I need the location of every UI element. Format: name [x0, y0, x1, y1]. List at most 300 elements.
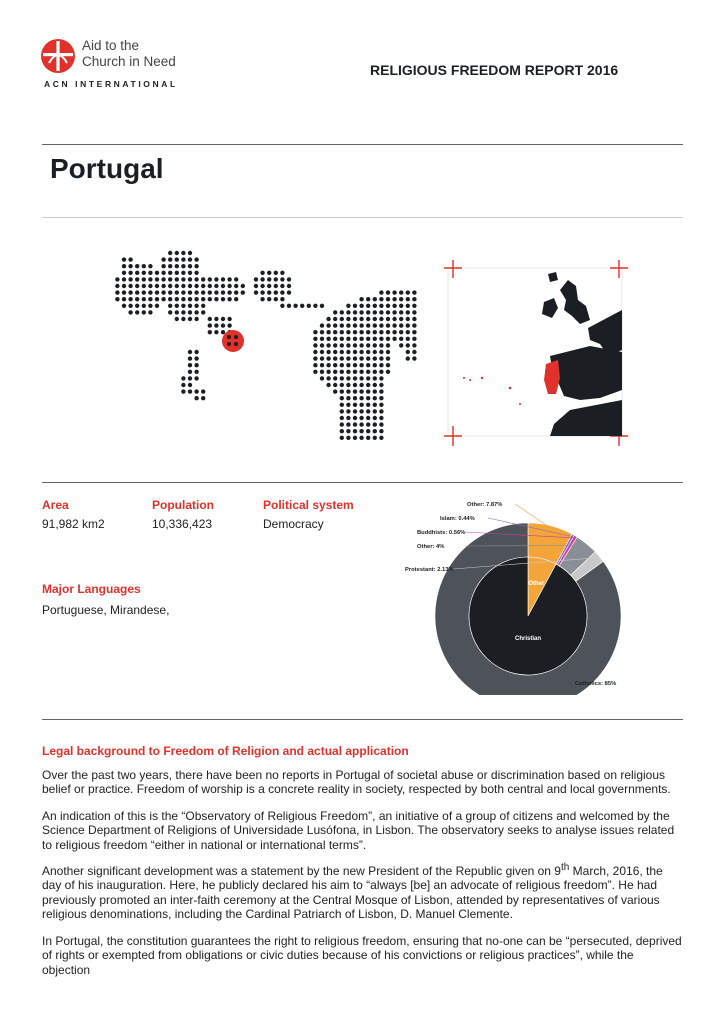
- map-dot: [168, 297, 172, 301]
- data-label: Catholics: 85%: [575, 681, 617, 687]
- map-dot: [188, 356, 192, 360]
- paragraph: In Portugal, the constitution guarantees the right to religious freedom, ensuring that no-one can be “persecuted, deprived of rights or exempted from obligations or civic duties because of his convictions or religious practices”, while the objection: [42, 934, 682, 977]
- map-dot: [142, 271, 146, 275]
- map-dot: [241, 290, 245, 294]
- map-dot: [135, 277, 139, 281]
- map-dot: [406, 343, 410, 347]
- map-dot: [333, 310, 337, 314]
- paragraph: Over the past two years, there have been no reports in Portugal of societal abuse or discrimination based on religious belief or practice. Freedom of worship is a concrete reality in society, respected by both central and local governments.: [42, 768, 671, 797]
- map-dot: [373, 370, 377, 374]
- map-dot: [155, 284, 159, 288]
- map-dot: [353, 370, 357, 374]
- map-dot: [148, 297, 152, 301]
- map-dot: [148, 264, 152, 268]
- portugal-location-marker: [222, 330, 244, 352]
- map-dot: [353, 323, 357, 327]
- slice-label: Christian: [514, 636, 542, 642]
- map-dot: [234, 297, 238, 301]
- map-dot: [148, 284, 152, 288]
- map-dot: [412, 343, 416, 347]
- map-dot: [326, 363, 330, 367]
- map-dot: [208, 284, 212, 288]
- map-dot: [379, 436, 383, 440]
- map-dot: [346, 389, 350, 393]
- map-dot: [241, 284, 245, 288]
- map-dot: [175, 271, 179, 275]
- map-dot: [340, 396, 344, 400]
- map-dot: [221, 323, 225, 327]
- map-dot: [201, 389, 205, 393]
- logo-line-2: Church in Need: [82, 54, 176, 69]
- map-dot: [128, 310, 132, 314]
- map-dot: [320, 363, 324, 367]
- map-dot: [333, 363, 337, 367]
- map-dot: [175, 251, 179, 255]
- map-dot: [406, 337, 410, 341]
- map-dot: [373, 403, 377, 407]
- logo-subtitle: ACN INTERNATIONAL: [44, 79, 178, 89]
- map-dot: [313, 330, 317, 334]
- map-dot: [208, 317, 212, 321]
- map-dot: [214, 290, 218, 294]
- map-dot: [359, 317, 363, 321]
- map-dot: [406, 317, 410, 321]
- map-dot: [320, 304, 324, 308]
- map-dot: [194, 290, 198, 294]
- map-dot: [340, 422, 344, 426]
- map-dot: [142, 297, 146, 301]
- map-dot: [188, 271, 192, 275]
- map-dot: [379, 403, 383, 407]
- map-dot: [366, 409, 370, 413]
- map-dot: [333, 343, 337, 347]
- map-dot: [227, 342, 231, 346]
- superscript: th: [560, 862, 570, 873]
- map-dot: [181, 310, 185, 314]
- map-dot: [293, 304, 297, 308]
- map-dot: [340, 416, 344, 420]
- map-dot: [340, 356, 344, 360]
- map-dot: [366, 370, 370, 374]
- map-dot: [181, 271, 185, 275]
- map-dot: [392, 310, 396, 314]
- map-dot: [181, 317, 185, 321]
- map-dot: [168, 271, 172, 275]
- map-dot: [142, 277, 146, 281]
- map-dot: [340, 370, 344, 374]
- map-dot: [412, 323, 416, 327]
- map-dot: [194, 389, 198, 393]
- map-dot: [366, 403, 370, 407]
- map-dot: [194, 264, 198, 268]
- map-dot: [274, 290, 278, 294]
- map-dot: [340, 330, 344, 334]
- map-dot: [201, 277, 205, 281]
- map-dot: [214, 317, 218, 321]
- map-dot: [373, 396, 377, 400]
- map-dot: [168, 264, 172, 268]
- map-dot: [353, 363, 357, 367]
- map-dot: [353, 376, 357, 380]
- map-dot: [359, 376, 363, 380]
- map-dot: [346, 337, 350, 341]
- map-dot: [392, 323, 396, 327]
- area-value: 91,982 km2: [42, 517, 105, 531]
- map-dot: [373, 350, 377, 354]
- map-dot: [214, 284, 218, 288]
- map-dot: [168, 277, 172, 281]
- map-dot: [201, 297, 205, 301]
- map-dot: [181, 284, 185, 288]
- map-dot: [214, 330, 218, 334]
- map-dot: [320, 376, 324, 380]
- map-dot: [194, 257, 198, 261]
- map-dot: [128, 297, 132, 301]
- divider: [42, 719, 683, 720]
- portugal-region-map: [440, 260, 632, 446]
- map-dot: [142, 290, 146, 294]
- map-dot: [379, 297, 383, 301]
- map-dot: [333, 330, 337, 334]
- map-dot: [373, 297, 377, 301]
- map-dot: [181, 277, 185, 281]
- map-dot: [161, 264, 165, 268]
- map-dot: [181, 264, 185, 268]
- map-dot: [379, 422, 383, 426]
- map-dot: [399, 317, 403, 321]
- map-dot: [194, 310, 198, 314]
- map-dot: [280, 277, 284, 281]
- map-dot: [188, 251, 192, 255]
- map-dot: [122, 277, 126, 281]
- map-dot: [168, 290, 172, 294]
- map-dot: [379, 317, 383, 321]
- divider: [42, 144, 683, 145]
- map-dot: [379, 389, 383, 393]
- map-dot: [326, 376, 330, 380]
- map-dot: [379, 409, 383, 413]
- map-dot: [188, 350, 192, 354]
- map-dot: [353, 389, 357, 393]
- map-dot: [366, 416, 370, 420]
- map-dot: [386, 356, 390, 360]
- map-dot: [359, 409, 363, 413]
- map-dot: [188, 297, 192, 301]
- map-dot: [333, 356, 337, 360]
- map-dot: [135, 304, 139, 308]
- map-dot: [379, 323, 383, 327]
- map-dot: [161, 271, 165, 275]
- map-dot: [194, 363, 198, 367]
- map-dot: [333, 337, 337, 341]
- map-dot: [168, 257, 172, 261]
- map-dot: [346, 370, 350, 374]
- map-dot: [234, 342, 238, 346]
- data-label: Buddhists: 0.56%: [417, 530, 466, 536]
- map-dot: [260, 297, 264, 301]
- data-label: Other: 4%: [417, 544, 445, 550]
- map-dot: [254, 277, 258, 281]
- map-dot: [274, 271, 278, 275]
- data-label: Other: 7.87%: [467, 502, 503, 508]
- map-dot: [379, 350, 383, 354]
- map-dot: [333, 370, 337, 374]
- map-dot: [353, 317, 357, 321]
- map-dot: [181, 383, 185, 387]
- map-dot: [406, 350, 410, 354]
- map-dot: [359, 350, 363, 354]
- map-dot: [267, 290, 271, 294]
- logo-line-1: Aid to the: [82, 38, 140, 53]
- map-dot: [386, 323, 390, 327]
- map-dot: [227, 277, 231, 281]
- map-dot: [412, 356, 416, 360]
- map-dot: [359, 304, 363, 308]
- map-dot: [326, 370, 330, 374]
- population-value: 10,336,423: [152, 517, 213, 531]
- map-dot: [412, 317, 416, 321]
- map-dot: [412, 330, 416, 334]
- map-dot: [353, 409, 357, 413]
- map-dot: [320, 343, 324, 347]
- map-dot: [366, 389, 370, 393]
- map-dot: [366, 363, 370, 367]
- map-dot: [373, 304, 377, 308]
- map-dot: [194, 370, 198, 374]
- map-dot: [221, 284, 225, 288]
- map-dot: [373, 409, 377, 413]
- map-dot: [227, 284, 231, 288]
- map-dot: [373, 422, 377, 426]
- map-dot: [379, 330, 383, 334]
- map-dot: [359, 330, 363, 334]
- map-dot: [412, 304, 416, 308]
- map-dot: [379, 363, 383, 367]
- map-dot: [194, 297, 198, 301]
- map-dot: [399, 310, 403, 314]
- paragraph-text: March, 2016, the day of his inauguration. Here, he publicly declared his aim to “always [be] an advocate of religious freedom”. He had previously promoted an inter-faith ceremony at the Central Mosque of Lisbon, attended by representatives of various religious denominations, including the Cardinal Patriarch of Lisbon, D. Manuel Clemente.: [42, 864, 663, 922]
- map-dot: [386, 310, 390, 314]
- map-dot: [373, 310, 377, 314]
- map-dot: [115, 290, 119, 294]
- map-dot: [346, 330, 350, 334]
- page-title: Portugal: [50, 153, 164, 184]
- religion-donut-chart: [395, 495, 625, 695]
- paragraph: [42, 864, 684, 922]
- map-dot: [214, 277, 218, 281]
- map-dot: [386, 317, 390, 321]
- map-dot: [340, 363, 344, 367]
- slice-label: Other: [528, 581, 545, 588]
- map-dot: [234, 277, 238, 281]
- map-dot: [122, 297, 126, 301]
- map-dot: [320, 356, 324, 360]
- map-dot: [392, 317, 396, 321]
- map-dot: [406, 310, 410, 314]
- map-dot: [353, 337, 357, 341]
- world-dot-map: [88, 250, 418, 445]
- map-dot: [260, 290, 264, 294]
- map-dot: [194, 350, 198, 354]
- map-dot: [122, 304, 126, 308]
- map-dot: [346, 429, 350, 433]
- map-dot: [128, 271, 132, 275]
- map-dot: [346, 343, 350, 347]
- map-dot: [326, 350, 330, 354]
- map-dot: [366, 422, 370, 426]
- paragraph-text: Another significant development was a statement by the new President of the Republic given on 9: [42, 864, 561, 878]
- map-dot: [386, 370, 390, 374]
- map-dot: [340, 337, 344, 341]
- map-dot: [161, 257, 165, 261]
- map-dot: [379, 356, 383, 360]
- map-dot: [379, 416, 383, 420]
- languages-label: Major Languages: [42, 582, 141, 596]
- map-dot: [379, 376, 383, 380]
- map-dot: [412, 310, 416, 314]
- map-dot: [353, 350, 357, 354]
- map-dot: [392, 304, 396, 308]
- map-dot: [188, 264, 192, 268]
- map-dot: [168, 284, 172, 288]
- map-dot: [366, 310, 370, 314]
- map-dot: [340, 436, 344, 440]
- pie-slice: [469, 557, 587, 675]
- map-dot: [135, 297, 139, 301]
- map-dot: [373, 337, 377, 341]
- map-dot: [155, 304, 159, 308]
- map-dot: [320, 350, 324, 354]
- map-dot: [175, 277, 179, 281]
- map-dot: [208, 290, 212, 294]
- map-dot: [340, 317, 344, 321]
- map-dot: [287, 284, 291, 288]
- map-dot: [346, 436, 350, 440]
- map-dot: [359, 396, 363, 400]
- map-dot: [274, 284, 278, 288]
- map-dot: [359, 323, 363, 327]
- map-dot: [392, 297, 396, 301]
- map-dot: [346, 376, 350, 380]
- map-dot: [221, 317, 225, 321]
- map-dot: [379, 370, 383, 374]
- map-dot: [353, 403, 357, 407]
- map-dot: [254, 284, 258, 288]
- map-dot: [188, 383, 192, 387]
- map-dot: [201, 290, 205, 294]
- map-dot: [175, 297, 179, 301]
- map-dot: [214, 323, 218, 327]
- map-dot: [406, 330, 410, 334]
- map-dot: [340, 376, 344, 380]
- map-dot: [221, 277, 225, 281]
- map-dot: [175, 290, 179, 294]
- data-label: Islam: 0.44%: [440, 516, 475, 522]
- map-dot: [168, 304, 172, 308]
- map-dot: [307, 304, 311, 308]
- map-dot: [326, 337, 330, 341]
- map-dot: [366, 330, 370, 334]
- map-dot: [359, 383, 363, 387]
- map-dot: [353, 383, 357, 387]
- map-dot: [406, 297, 410, 301]
- map-dot: [161, 290, 165, 294]
- map-dot: [399, 337, 403, 341]
- map-dot: [313, 370, 317, 374]
- map-dot: [346, 383, 350, 387]
- map-dot: [201, 304, 205, 308]
- map-dot: [326, 356, 330, 360]
- map-dot: [260, 284, 264, 288]
- map-dot: [333, 323, 337, 327]
- map-dot: [333, 350, 337, 354]
- map-dot: [260, 271, 264, 275]
- map-dot: [340, 323, 344, 327]
- map-dot: [181, 297, 185, 301]
- map-dot: [227, 290, 231, 294]
- map-dot: [406, 323, 410, 327]
- map-dot: [353, 396, 357, 400]
- map-dot: [194, 304, 198, 308]
- map-dot: [386, 290, 390, 294]
- political-system-label: Political system: [263, 498, 354, 512]
- map-dot: [366, 337, 370, 341]
- map-dot: [214, 297, 218, 301]
- map-dot: [280, 271, 284, 275]
- map-dot: [135, 271, 139, 275]
- map-dot: [175, 310, 179, 314]
- map-dot: [346, 416, 350, 420]
- map-dot: [175, 317, 179, 321]
- map-dot: [135, 310, 139, 314]
- map-dot: [373, 330, 377, 334]
- map-dot: [366, 343, 370, 347]
- map-dot: [175, 257, 179, 261]
- map-dot: [155, 290, 159, 294]
- map-dot: [234, 335, 238, 339]
- map-dot: [359, 370, 363, 374]
- map-dot: [201, 396, 205, 400]
- map-dot: [128, 284, 132, 288]
- map-dot: [399, 304, 403, 308]
- map-dot: [267, 284, 271, 288]
- map-dot: [359, 422, 363, 426]
- map-dot: [366, 317, 370, 321]
- map-dot: [188, 363, 192, 367]
- map-dot: [346, 323, 350, 327]
- area-label: Area: [42, 498, 69, 512]
- map-dot: [280, 297, 284, 301]
- map-dot: [227, 317, 231, 321]
- map-dot: [274, 277, 278, 281]
- map-dot: [208, 297, 212, 301]
- map-dot: [260, 277, 264, 281]
- acn-logo-cross-icon: [40, 38, 76, 74]
- map-dot: [366, 297, 370, 301]
- map-dot: [194, 376, 198, 380]
- map-dot: [353, 356, 357, 360]
- map-dot: [353, 304, 357, 308]
- map-dot: [412, 350, 416, 354]
- map-dot: [340, 429, 344, 433]
- political-system-value: Democracy: [263, 517, 324, 531]
- map-dot: [346, 403, 350, 407]
- map-dot: [194, 356, 198, 360]
- map-dot: [122, 290, 126, 294]
- map-dot: [313, 356, 317, 360]
- map-dot: [333, 317, 337, 321]
- map-dot: [346, 409, 350, 413]
